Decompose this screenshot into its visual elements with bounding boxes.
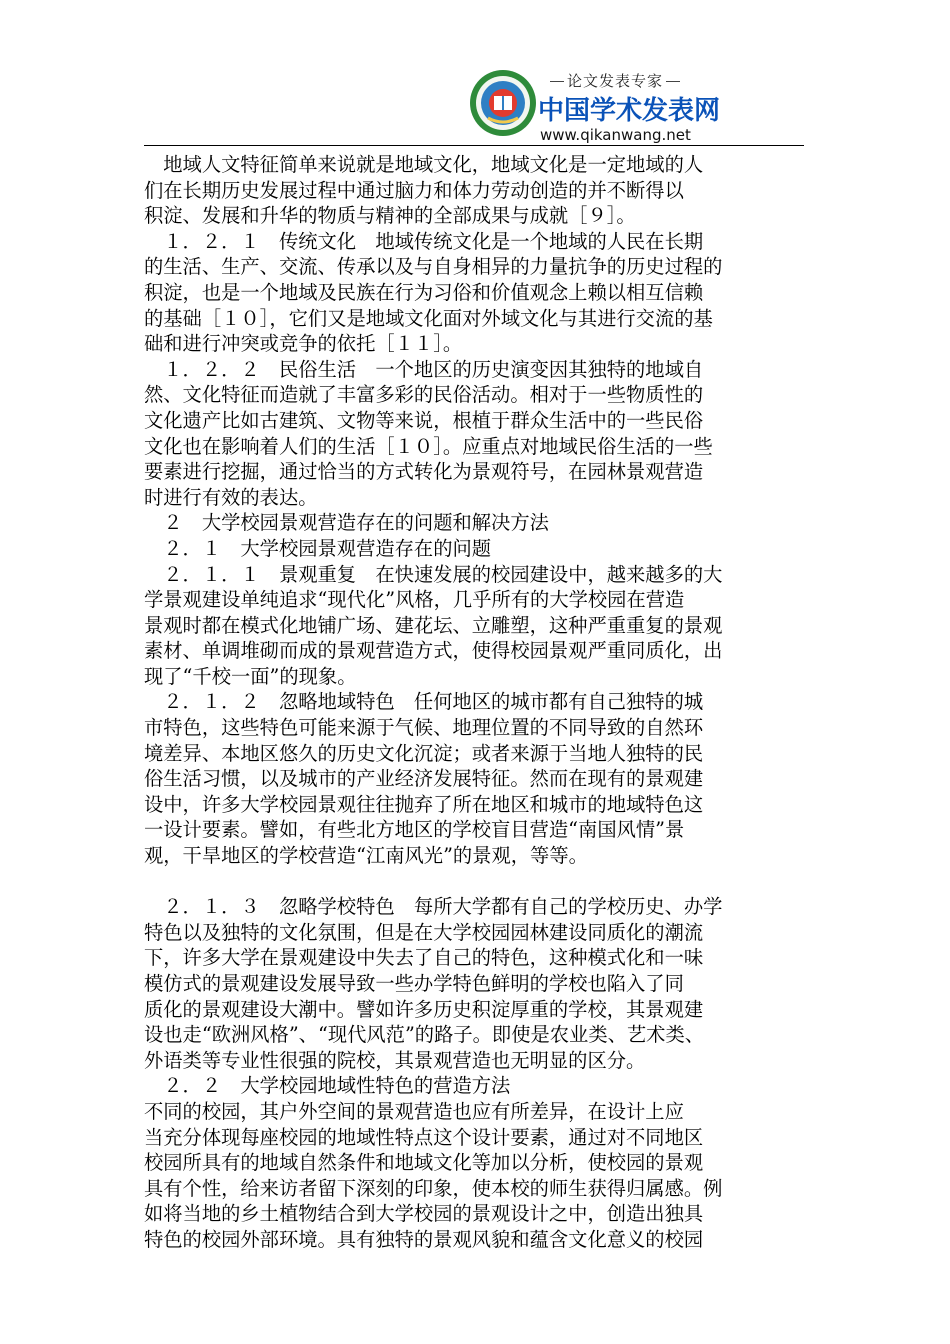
text-line: 当充分体现每座校园的地域性特点这个设计要素，通过对不同地区 <box>144 1125 704 1149</box>
text-line: 现了“千校一面”的现象。 <box>144 664 357 688</box>
text-line: 具有个性，给来访者留下深刻的印象，使本校的师生获得归属感。例 <box>144 1176 723 1200</box>
text-line: 要素进行挖掘，通过恰当的方式转化为景观符号，在园林景观营造 <box>144 460 704 484</box>
text-line: ２．１．２ 忽略地域特色 任何地区的城市都有自己独特的城 <box>144 690 704 714</box>
text-line: ２．１．１ 景观重复 在快速发展的校园建设中，越来越多的大 <box>144 562 723 586</box>
site-header <box>468 66 721 148</box>
text-line: 一设计要素。譬如，有些北方地区的学校盲目营造“南国风情”景 <box>144 818 685 842</box>
text-line: 然、文化特征而造就了丰富多彩的民俗活动。相对于一些物质性的 <box>144 383 704 407</box>
text-line: 文化也在影响着人们的生活［１０］。应重点对地域民俗生活的一些 <box>144 434 713 458</box>
text-line: 校园所具有的地域自然条件和地域文化等加以分析，使校园的景观 <box>144 1151 704 1175</box>
site-brand-name: 中国学术发表网 <box>538 96 721 126</box>
header-divider <box>144 145 804 146</box>
text-line: 俗生活习惯，以及城市的产业经济发展特征。然而在现有的景观建 <box>144 767 704 791</box>
text-line: 市特色，这些特色可能来源于气候、地理位置的不同导致的自然环 <box>144 716 704 740</box>
text-line: 的基础［１０］，它们又是地域文化面对外域文化与其进行交流的基 <box>144 306 713 330</box>
text-line: 特色以及独特的文化氛围，但是在大学校园园林建设同质化的潮流 <box>144 920 704 944</box>
text-line: １．２．２ 民俗生活 一个地区的历史演变因其独特的地域自 <box>144 357 704 381</box>
text-line: 如将当地的乡土植物结合到大学校园的景观设计之中，创造出独具 <box>144 1202 704 1226</box>
text-line: 设也走“欧洲风格”、“现代风范”的路子。即使是农业类、艺术类、 <box>144 1023 705 1047</box>
text-line: ２．１．３ 忽略学校特色 每所大学都有自己的学校历史、办学 <box>144 895 723 919</box>
text-line: 础和进行冲突或竞争的依托［１１］。 <box>144 332 463 356</box>
text-line: 地域人文特征简单来说就是地域文化，地域文化是一定地域的人 <box>144 153 704 176</box>
text-line: 不同的校园，其户外空间的景观营造也应有所差异，在设计上应 <box>144 1099 684 1123</box>
text-line: 设中，许多大学校园景观往往抛弃了所在地区和城市的地域特色这 <box>144 792 704 816</box>
text-line: ２．２ 大学校园地域性特色的营造方法 <box>144 1074 511 1098</box>
text-line: ２．１ 大学校园景观营造存在的问题 <box>144 536 492 560</box>
text-line: 学景观建设单纯追求“现代化”风格，几乎所有的大学校园在营造 <box>144 588 685 612</box>
text-line: 积淀，也是一个地域及民族在行为习俗和价值观念上赖以相互信赖 <box>144 280 704 304</box>
site-logo-emblem-icon <box>468 66 538 140</box>
text-line: 时进行有效的表达。 <box>144 485 318 509</box>
text-line: 文化遗产比如古建筑、文物等来说，根植于群众生活中的一些民俗 <box>144 408 704 432</box>
text-line: 积淀、发展和升华的物质与精神的全部成果与成就［９］。 <box>144 204 636 228</box>
text-line <box>144 869 806 895</box>
text-line: 素材、单调堆砌而成的景观营造方式，使得校园景观严重同质化，出 <box>144 639 723 663</box>
text-line: 们在长期历史发展过程中通过脑力和体力劳动创造的并不断得以 <box>144 178 684 202</box>
text-line: 境差异、本地区悠久的历史文化沉淀；或者来源于当地人独特的民 <box>144 741 704 765</box>
site-tagline: 论文发表专家 <box>540 70 690 91</box>
text-line: 特色的校园外部环境。具有独特的景观风貌和蕴含文化意义的校园 <box>144 1227 704 1251</box>
text-line: 下，许多大学在景观建设中失去了自己的特色，这种模式化和一味 <box>144 946 704 970</box>
article-body <box>144 152 806 1253</box>
text-line: 观，干旱地区的学校营造“江南风光”的景观，等等。 <box>144 844 588 868</box>
text-line: 的生活、生产、交流、传承以及与自身相异的力量抗争的历史过程的 <box>144 255 723 279</box>
text-line: １．２．１ 传统文化 地域传统文化是一个地域的人民在长期 <box>144 229 704 253</box>
text-line: ２ 大学校园景观营造存在的问题和解决方法 <box>144 511 549 535</box>
site-url: www.qikanwang.net <box>540 126 691 144</box>
text-line: 模仿式的景观建设发展导致一些办学特色鲜明的学校也陷入了同 <box>144 972 684 995</box>
text-line: 外语类等专业性很强的院校，其景观营造也无明显的区分。 <box>144 1048 646 1072</box>
text-line: 景观时都在模式化地铺广场、建花坛、立雕塑，这种严重重复的景观 <box>144 613 723 637</box>
text-line: 质化的景观建设大潮中。譬如许多历史积淀厚重的学校，其景观建 <box>144 997 704 1021</box>
